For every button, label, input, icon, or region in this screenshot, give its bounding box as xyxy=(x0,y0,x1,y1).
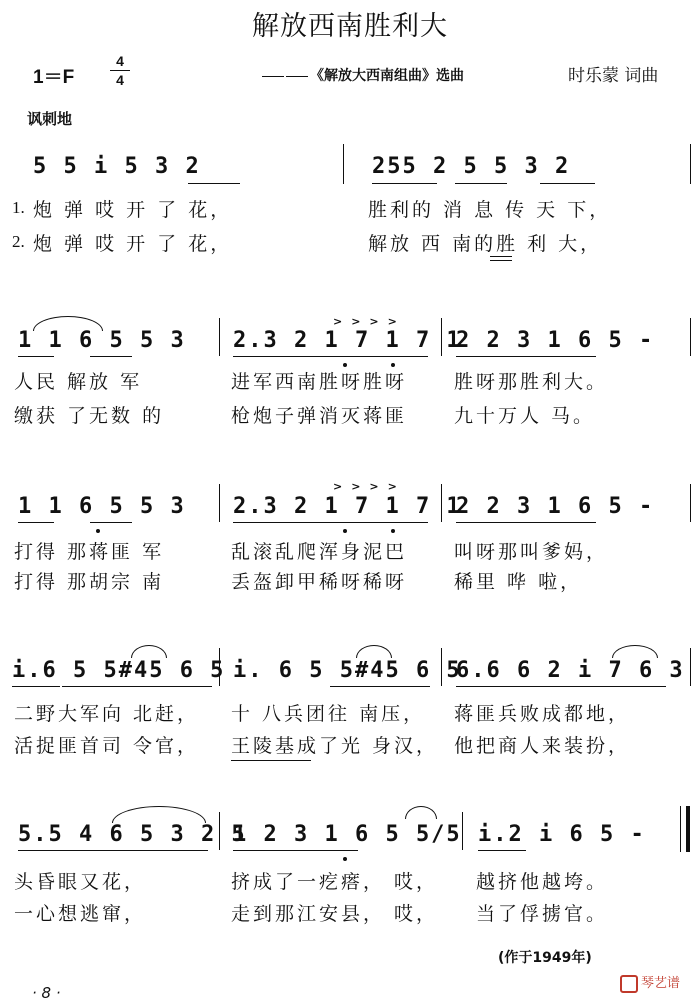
author-credit: 时乐蒙 词曲 xyxy=(568,66,659,86)
source-text: 《解放大西南组曲》选曲 xyxy=(310,68,464,84)
lyric-5-2-v1: 挤成了一疙瘩， 哎， xyxy=(231,871,439,893)
verse-1-number: 1. xyxy=(12,198,25,217)
measure-3-2: 2.3 2 1 7 1 7 1 xyxy=(233,494,462,519)
watermark-text: 琴艺谱 xyxy=(641,976,681,991)
lyric-3-3-v2: 稀里 哗 啦， xyxy=(454,571,583,593)
lyric-2-1-v2: 缴获 了无数 的 xyxy=(14,405,165,427)
lyric-4-1-v2: 活捉匪首司 令官， xyxy=(14,735,200,757)
measure-2-3: 2 2 3 1 6 5 - xyxy=(456,328,655,353)
lyric-5-3-v1: 越挤他越垮。 xyxy=(476,871,609,893)
lyric-1-2-v1: 胜利的 消 息 传 天 下， xyxy=(368,199,612,221)
measure-1-1: 5 5 i 5 3 2 xyxy=(33,154,201,179)
lyric-2-2-v2: 枪炮子弹消灭蒋匪 xyxy=(231,405,408,427)
key-signature: 1＝F xyxy=(33,67,75,88)
page-number: · 8 · xyxy=(32,984,61,1002)
lyric-5-2-v2: 走到那江安县， 哎， xyxy=(231,903,439,925)
lyric-4-3-v1: 蒋匪兵败成都地， xyxy=(454,703,631,725)
source-note xyxy=(262,65,464,85)
accent-marks: >>>> xyxy=(333,315,406,328)
measure-5-3: i.2 i 6 5 - xyxy=(478,822,646,847)
lyric-4-1-v1: 二野大军向 北赶， xyxy=(14,703,200,725)
lyric-1-2-v2: 解放 西 南的胜 利 大， xyxy=(368,233,603,255)
lyric-3-2-v2: 丢盔卸甲稀呀稀呀 xyxy=(231,571,408,593)
watermark xyxy=(620,972,680,993)
meter-top: 4 xyxy=(116,53,124,69)
measure-5-1: 5.5 4 6 5 3 2 5 xyxy=(18,822,247,847)
lyric-3-2-v1: 乱滚乱爬浑身泥巴 xyxy=(231,541,408,563)
lyric-4-2-v1: 十 八兵团往 南压， xyxy=(231,703,426,725)
measure-3-3: 2 2 3 1 6 5 - xyxy=(456,494,655,519)
lyric-2-3-v1: 胜呀那胜利大。 xyxy=(454,371,609,393)
composition-date: (作于1949年) xyxy=(498,950,592,966)
lyric-2-1-v1: 人民 解放 军 xyxy=(14,371,143,393)
lyric-1-1-v2: 炮 弹 哎 开 了 花， xyxy=(33,233,233,255)
time-signature xyxy=(110,53,130,88)
lyric-5-1-v1: 头昏眼又花， xyxy=(14,871,147,893)
lyric-3-3-v1: 叫呀那叫爹妈， xyxy=(454,541,609,563)
lyric-4-3-v2: 他把商人来装扮， xyxy=(454,735,631,757)
lyric-3-1-v2: 打得 那胡宗 南 xyxy=(14,571,165,593)
meter-bottom: 4 xyxy=(116,72,124,88)
measure-1-2: 255 2 5 5 3 2 xyxy=(372,154,571,179)
measure-4-2: i. 6 5 5#45 6 5 xyxy=(233,658,462,683)
watermark-logo-icon xyxy=(620,975,638,993)
measure-2-1: 1 1 6 5 5 3 xyxy=(18,328,186,353)
tempo-marking: 讽刺地 xyxy=(27,110,73,128)
measure-4-3: 6.6 6 2 i 7 6 3 xyxy=(456,658,685,683)
lyric-2-2-v1: 进军西南胜呀胜呀 xyxy=(231,371,408,393)
measure-3-1: 1 1 6 5 5 3 xyxy=(18,494,186,519)
lyric-5-1-v2: 一心想逃窜， xyxy=(14,903,147,925)
lyric-2-3-v2: 九十万人 马。 xyxy=(454,405,596,427)
lyric-3-1-v1: 打得 那蒋匪 军 xyxy=(14,541,165,563)
song-title: 解放西南胜利大 xyxy=(252,11,448,42)
measure-4-1: i.6 5 5#45 6 5 xyxy=(12,658,226,683)
verse-2-number: 2. xyxy=(12,232,25,251)
lyric-4-2-v2: 王陵基成了光 身汉， xyxy=(231,735,439,757)
measure-5-2: 1 2 3 1 6 5 5/5 xyxy=(233,822,462,847)
measure-2-2: 2.3 2 1 7 1 7 1 xyxy=(233,328,462,353)
accent-marks: >>>> xyxy=(333,480,406,493)
lyric-1-1-v1: 炮 弹 哎 开 了 花， xyxy=(33,199,233,221)
lyric-5-3-v2: 当了俘掳官。 xyxy=(476,903,609,925)
